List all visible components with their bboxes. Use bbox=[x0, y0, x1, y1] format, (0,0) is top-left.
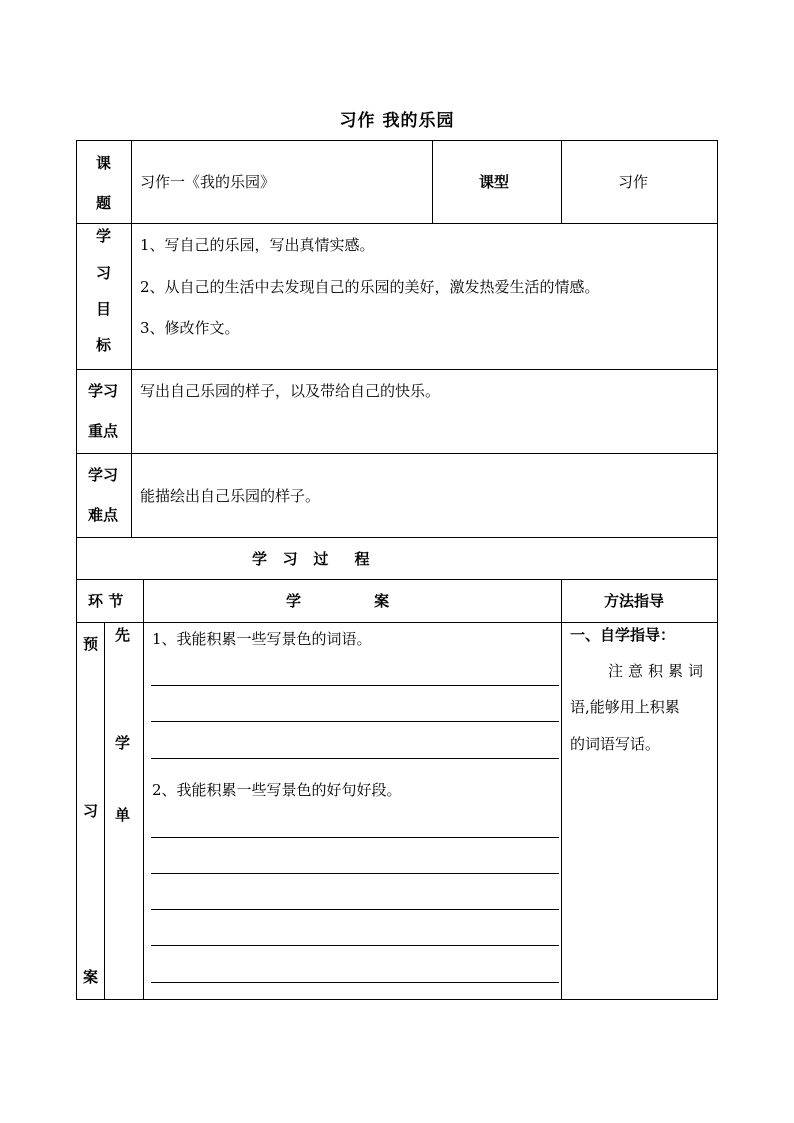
document-title: 习作 我的乐园 bbox=[339, 111, 455, 131]
topic-label-1: 课 bbox=[96, 154, 112, 172]
answer-line[interactable] bbox=[151, 982, 559, 983]
guide-heading: 一、自学指导： bbox=[570, 626, 676, 644]
stage-outer-char: 预 bbox=[83, 635, 99, 653]
answer-line[interactable] bbox=[151, 873, 559, 874]
answer-line[interactable] bbox=[151, 837, 559, 838]
row-divider bbox=[76, 453, 718, 454]
column-divider bbox=[131, 140, 132, 537]
column-divider bbox=[143, 579, 144, 1000]
lesson-type-value: 习作 bbox=[618, 173, 649, 191]
stage-inner-char: 学 bbox=[115, 734, 131, 752]
focus-text: 写出自己乐园的样子，以及带给自己的快乐。 bbox=[140, 382, 441, 400]
row-divider bbox=[76, 369, 718, 370]
answer-line[interactable] bbox=[151, 721, 559, 722]
difficulty-label-1: 学习 bbox=[88, 466, 119, 484]
process-header: 学 习 过 程 bbox=[252, 550, 370, 568]
stage-outer-char: 习 bbox=[83, 802, 99, 820]
stage-column-header: 环 节 bbox=[88, 592, 124, 610]
difficulty-label-2: 难点 bbox=[88, 506, 119, 524]
guide-line: 的词语写话。 bbox=[570, 735, 661, 753]
method-column-header: 方法指导 bbox=[604, 592, 665, 610]
stage-outer-char: 案 bbox=[83, 968, 99, 986]
row-divider bbox=[76, 622, 718, 623]
task-item: 1、我能积累一些写景色的词语。 bbox=[152, 630, 372, 648]
topic-value: 习作一《我的乐园》 bbox=[140, 173, 276, 191]
answer-line[interactable] bbox=[151, 945, 559, 946]
row-divider bbox=[76, 223, 718, 224]
column-divider bbox=[561, 579, 562, 1000]
answer-line[interactable] bbox=[151, 909, 559, 910]
goal-item: 3、修改作文。 bbox=[140, 319, 240, 337]
topic-label-2: 题 bbox=[96, 194, 112, 212]
goals-label-char: 标 bbox=[96, 336, 112, 354]
lesson-type-label: 课型 bbox=[479, 173, 510, 191]
column-divider bbox=[561, 140, 562, 223]
column-divider bbox=[432, 140, 433, 223]
row-divider bbox=[76, 537, 718, 538]
stage-inner-char: 先 bbox=[115, 626, 131, 644]
goal-item: 2、从自己的生活中去发现自己的乐园的美好，激发热爱生活的情感。 bbox=[140, 278, 600, 296]
guide-line: 注意积累词 bbox=[608, 662, 709, 680]
goal-item: 1、写自己的乐园，写出真情实感。 bbox=[140, 236, 375, 254]
plan-column-header: 学 案 bbox=[286, 592, 390, 610]
guide-line: 语,能够用上积累 bbox=[570, 698, 680, 716]
focus-label-1: 学习 bbox=[88, 382, 119, 400]
stage-inner-char: 单 bbox=[115, 806, 131, 824]
goals-label-char: 目 bbox=[96, 300, 112, 318]
answer-line[interactable] bbox=[151, 685, 559, 686]
difficulty-text: 能描绘出自己乐园的样子。 bbox=[140, 487, 321, 505]
focus-label-2: 重点 bbox=[88, 422, 119, 440]
answer-line[interactable] bbox=[151, 758, 559, 759]
table-frame bbox=[76, 140, 718, 1000]
goals-label-char: 学 bbox=[96, 227, 112, 245]
row-divider bbox=[76, 579, 718, 580]
goals-label-char: 习 bbox=[96, 264, 112, 282]
column-divider bbox=[104, 622, 105, 1000]
task-item: 2、我能积累一些写景色的好句好段。 bbox=[152, 781, 402, 799]
